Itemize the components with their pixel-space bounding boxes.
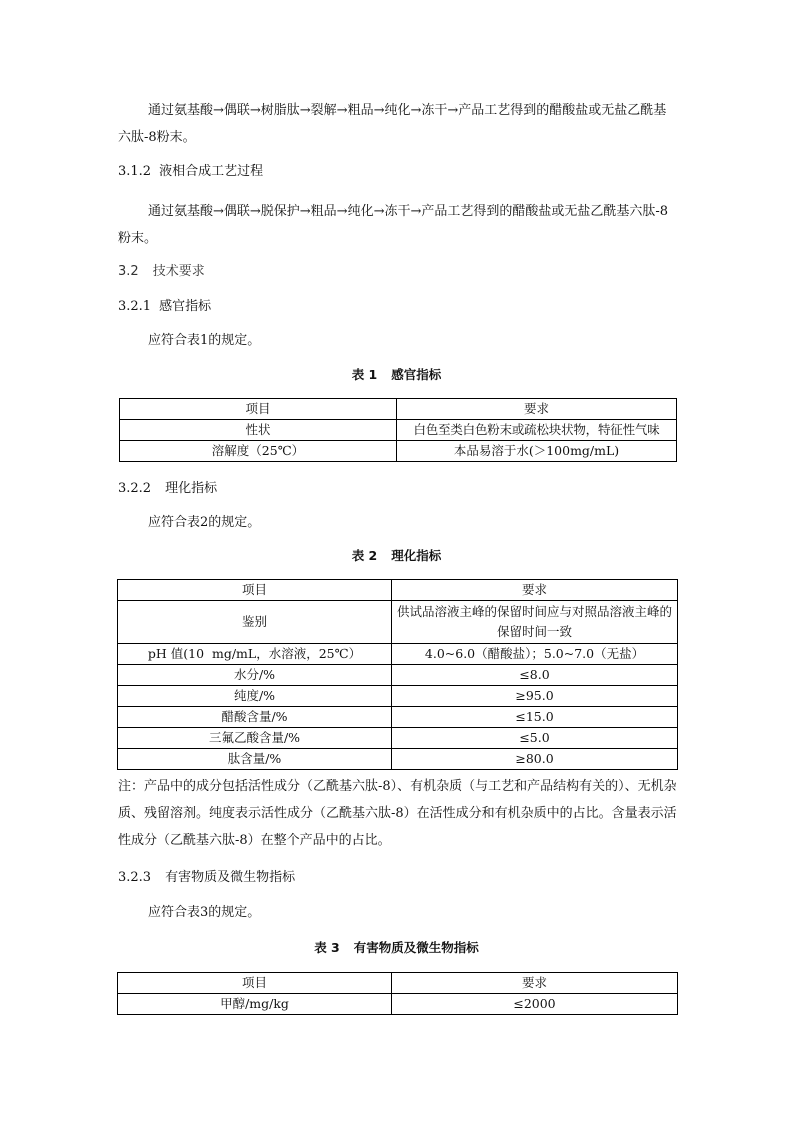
table-cell: 肽含量/%: [118, 749, 392, 770]
table2-caption: [0, 548, 793, 564]
table-cell: 4.0~6.0（醋酸盐）；5.0~7.0（无盐）: [392, 644, 678, 665]
table-cell: 溶解度（25℃）: [120, 441, 397, 462]
table-cell: ≤2000: [392, 994, 678, 1015]
section-3-2-1-heading: [118, 298, 211, 316]
section-3-2-3-paragraph: 应符合表3的规定。: [148, 905, 261, 920]
table-cell: 纯度/%: [118, 686, 392, 707]
table1-caption: [0, 367, 793, 383]
table-cell: ≤15.0: [392, 707, 678, 728]
section-3-2-2-heading: [118, 480, 217, 498]
intro-paragraph: 通过氨基酸→偶联→树脂肽→裂解→粗品→纯化→冻干→产品工艺得到的醋酸盐或无盐乙酰基六肽-8粉末。: [118, 103, 667, 145]
header-cell-item: 项目: [118, 580, 392, 601]
table-cell: 白色至类白色粉末或疏松块状物，特征性气味: [397, 420, 677, 441]
table-row: [120, 441, 677, 462]
section-number: 3.2.1: [118, 299, 152, 314]
table-cell: 鉴别: [118, 601, 392, 644]
table-cell: 性状: [120, 420, 397, 441]
header-cell-requirement: 要求: [392, 973, 678, 994]
table-cell: pH 值(10 mg/mL，水溶液，25℃）: [118, 644, 392, 665]
table3-title: 有害物质及微生物指标: [353, 940, 479, 955]
table2-label: 表 2: [351, 548, 378, 563]
table-header-row: [120, 399, 677, 420]
table-cell: ≥80.0: [392, 749, 678, 770]
section-3-1-2-paragraph: 通过氨基酸→偶联→脱保护→粗品→纯化→冻干→产品工艺得到的醋酸盐或无盐乙酰基六肽-8粉末。: [118, 204, 669, 246]
table-row: [118, 665, 678, 686]
section-3-2-1-paragraph: 应符合表1的规定。: [148, 333, 261, 348]
section-title: 有害物质及微生物指标: [165, 870, 296, 885]
header-cell-item: 项目: [120, 399, 397, 420]
table-cell: 甲醇/mg/kg: [118, 994, 392, 1015]
table-cell: 三氟乙酸含量/%: [118, 728, 392, 749]
section-title: 液相合成工艺过程: [159, 164, 264, 179]
table2-note: 注：产品中的成分包括活性成分（乙酰基六肽-8）、有机杂质（与工艺和产品结构有关的）、无机杂质、残留溶剂。纯度表示活性成分（乙酰基六肽-8）在活性成分和有机杂质中的占比。含量表示活性成分（乙酰基六肽-8）在整个产品中的占比。: [118, 779, 677, 848]
table1-label: 表 1: [351, 367, 378, 382]
table-row: [118, 686, 678, 707]
section-number: 3.2.2: [118, 481, 152, 496]
header-cell-item: 项目: [118, 973, 392, 994]
table-cell: ≤8.0: [392, 665, 678, 686]
table-cell: 水分/%: [118, 665, 392, 686]
header-cell-requirement: 要求: [392, 580, 678, 601]
table-row: [118, 749, 678, 770]
table-cell: 醋酸含量/%: [118, 707, 392, 728]
section-title: 技术要求: [152, 264, 205, 279]
table-header-row: [118, 973, 678, 994]
table2-title: 理化指标: [391, 548, 442, 563]
section-title: 感官指标: [159, 299, 212, 314]
table-row: [118, 601, 678, 644]
section-3-1-2-heading: [118, 163, 263, 181]
section-3-2-heading: [118, 263, 205, 281]
table-row: [118, 728, 678, 749]
section-number: 3.1.2: [118, 164, 152, 179]
table-cell: ≥95.0: [392, 686, 678, 707]
table3-label: 表 3: [314, 940, 340, 955]
section-number: 3.2: [118, 264, 139, 279]
table1-title: 感官指标: [391, 367, 442, 382]
table1: [119, 398, 677, 462]
table-cell: 本品易溶于水(＞100mg/mL): [397, 441, 677, 462]
section-3-2-3-heading: [118, 869, 295, 887]
table-cell: 供试品溶液主峰的保留时间应与对照品溶液主峰的保留时间一致: [392, 601, 678, 644]
table-row: [118, 644, 678, 665]
section-title: 理化指标: [165, 481, 218, 496]
table-row: [120, 420, 677, 441]
section-number: 3.2.3: [118, 870, 152, 885]
table-row: [118, 994, 678, 1015]
header-cell-requirement: 要求: [397, 399, 677, 420]
section-3-2-2-paragraph: 应符合表2的规定。: [148, 515, 261, 530]
table-header-row: [118, 580, 678, 601]
table2: [117, 579, 678, 770]
table3: [117, 972, 678, 1015]
table3-caption: [0, 940, 793, 956]
table-row: [118, 707, 678, 728]
table-cell: ≤5.0: [392, 728, 678, 749]
